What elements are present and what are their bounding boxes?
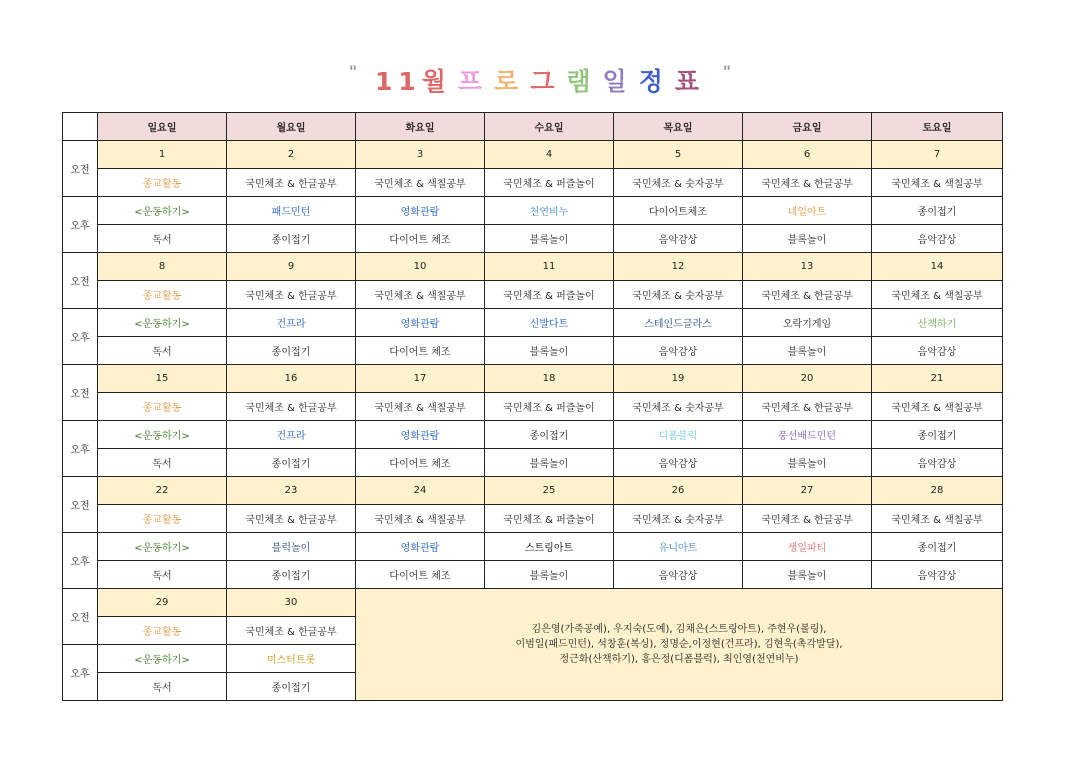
date-number: 1 <box>98 141 227 169</box>
title-close-quote: " <box>722 62 732 81</box>
period-label-am: 오전 <box>63 141 98 197</box>
activity-cell: 다이어트 체조 <box>356 337 485 365</box>
activity-cell: 독서 <box>98 337 227 365</box>
period-label-am: 오전 <box>63 477 98 533</box>
weekday-header: 월요일 <box>227 113 356 141</box>
activity-cell: 건프라 <box>227 309 356 337</box>
activity-cell: 국민체조 & 색칠공부 <box>872 505 1003 533</box>
title-char: 프 <box>457 67 489 96</box>
activity-cell: 국민체조 & 색칠공부 <box>356 169 485 197</box>
activity-cell: 영화관람 <box>356 197 485 225</box>
date-number: 13 <box>743 253 872 281</box>
title-char: 로 <box>494 67 525 96</box>
activity-cell: 오락기게임 <box>743 309 872 337</box>
pm-activity-row <box>63 337 1003 365</box>
am-activity-row <box>63 393 1003 421</box>
activity-cell: 국민체조 & 색칠공부 <box>872 281 1003 309</box>
activity-cell: 음악감상 <box>872 337 1003 365</box>
activity-cell: <운동하기> <box>98 645 227 673</box>
activity-cell: 블록놀이 <box>485 561 614 589</box>
date-number: 8 <box>98 253 227 281</box>
activity-cell: 독서 <box>98 561 227 589</box>
activity-cell: 국민체조 & 숫자공부 <box>614 169 743 197</box>
activity-cell: 풍선배드민턴 <box>743 421 872 449</box>
activity-cell: 다이어트 체조 <box>356 561 485 589</box>
activity-cell: 국민체조 & 색칠공부 <box>356 505 485 533</box>
period-label-pm: 오후 <box>63 309 98 365</box>
activity-cell: 종교활동 <box>98 505 227 533</box>
date-number: 2 <box>227 141 356 169</box>
date-number: 29 <box>98 589 227 617</box>
activity-cell: 국민체조 & 퍼즐놀이 <box>485 281 614 309</box>
weekday-header: 일요일 <box>98 113 227 141</box>
activity-cell: 종교활동 <box>98 393 227 421</box>
date-number: 10 <box>356 253 485 281</box>
date-number: 19 <box>614 365 743 393</box>
date-number: 5 <box>614 141 743 169</box>
date-number: 28 <box>872 477 1003 505</box>
weekday-header: 금요일 <box>743 113 872 141</box>
date-number: 23 <box>227 477 356 505</box>
activity-cell: 음악감상 <box>614 337 743 365</box>
activity-cell: 국민체조 & 색칠공부 <box>872 169 1003 197</box>
activity-cell: 독서 <box>98 673 227 701</box>
activity-cell: 영화관람 <box>356 421 485 449</box>
date-number: 22 <box>98 477 227 505</box>
title-char: 일 <box>602 67 633 96</box>
activity-cell: 국민체조 & 한글공부 <box>227 505 356 533</box>
activity-cell: 국민체조 & 퍼즐놀이 <box>485 169 614 197</box>
activity-cell: 국민체조 & 한글공부 <box>743 169 872 197</box>
activity-cell: 국민체조 & 퍼즐놀이 <box>485 393 614 421</box>
activity-cell: 음악감상 <box>872 561 1003 589</box>
weekday-header: 목요일 <box>614 113 743 141</box>
period-label-pm: 오후 <box>63 533 98 589</box>
activity-cell: 음악감상 <box>872 449 1003 477</box>
activity-cell: 국민체조 & 한글공부 <box>227 617 356 645</box>
activity-cell: 국민체조 & 숫자공부 <box>614 393 743 421</box>
title-char: 그 <box>530 67 561 96</box>
activity-cell: 블록놀이 <box>743 337 872 365</box>
date-number: 20 <box>743 365 872 393</box>
activity-cell: 미스터트롯 <box>227 645 356 673</box>
period-label-am: 오전 <box>63 253 98 309</box>
instructor-note <box>356 589 1003 701</box>
pm-activity-row <box>63 309 1003 337</box>
activity-cell: 국민체조 & 퍼즐놀이 <box>485 505 614 533</box>
activity-cell: 블록놀이 <box>485 449 614 477</box>
activity-cell: 다이어트 체조 <box>356 225 485 253</box>
activity-cell: 국민체조 & 색칠공부 <box>356 393 485 421</box>
activity-cell: 종이접기 <box>227 561 356 589</box>
title-open-quote: " <box>348 62 358 81</box>
activity-cell: 다이어트체조 <box>614 197 743 225</box>
page-title <box>0 62 1080 98</box>
pm-activity-row <box>63 197 1003 225</box>
activity-cell: 건프라 <box>227 421 356 449</box>
date-number: 30 <box>227 589 356 617</box>
activity-cell: 생일파티 <box>743 533 872 561</box>
activity-cell: 블록놀이 <box>485 337 614 365</box>
header-corner <box>63 113 98 141</box>
activity-cell: 국민체조 & 한글공부 <box>743 281 872 309</box>
weekday-header-row <box>63 113 1003 141</box>
date-number: 26 <box>614 477 743 505</box>
activity-cell: 국민체조 & 숫자공부 <box>614 281 743 309</box>
activity-cell: 종이접기 <box>227 673 356 701</box>
date-number: 17 <box>356 365 485 393</box>
title-char: 표 <box>674 67 706 96</box>
date-number: 12 <box>614 253 743 281</box>
activity-cell: 천연비누 <box>485 197 614 225</box>
title-char: 11월 <box>374 67 452 96</box>
period-label-am: 오전 <box>63 365 98 421</box>
activity-cell: 패드민턴 <box>227 197 356 225</box>
date-number: 21 <box>872 365 1003 393</box>
date-row <box>63 589 1003 617</box>
instructor-note-line: 정근화(산책하기), 홍은정(디폼블럭), 최인영(천연비누) <box>559 654 799 665</box>
activity-cell: 음악감상 <box>614 225 743 253</box>
date-number: 9 <box>227 253 356 281</box>
activity-cell: 국민체조 & 한글공부 <box>743 505 872 533</box>
period-label-pm: 오후 <box>63 421 98 477</box>
activity-cell: 국민체조 & 숫자공부 <box>614 505 743 533</box>
date-row <box>63 253 1003 281</box>
activity-cell: 종이접기 <box>872 533 1003 561</box>
activity-cell: 종이접기 <box>227 449 356 477</box>
period-label-pm: 오후 <box>63 197 98 253</box>
activity-cell: 영화관람 <box>356 533 485 561</box>
activity-cell: 블록놀이 <box>743 225 872 253</box>
activity-cell: 종이접기 <box>872 197 1003 225</box>
date-number: 16 <box>227 365 356 393</box>
date-number: 4 <box>485 141 614 169</box>
title-char: 정 <box>638 67 669 96</box>
activity-cell: 음악감상 <box>872 225 1003 253</box>
pm-activity-row <box>63 561 1003 589</box>
pm-activity-row <box>63 449 1003 477</box>
activity-cell: 국민체조 & 한글공부 <box>227 169 356 197</box>
activity-cell: 종교활동 <box>98 281 227 309</box>
activity-cell: 종교활동 <box>98 617 227 645</box>
am-activity-row <box>63 281 1003 309</box>
activity-cell: 네일아트 <box>743 197 872 225</box>
activity-cell: 국민체조 & 한글공부 <box>227 281 356 309</box>
date-number: 14 <box>872 253 1003 281</box>
schedule-table <box>62 112 1003 701</box>
date-number: 24 <box>356 477 485 505</box>
activity-cell: 블록놀이 <box>743 449 872 477</box>
activity-cell: 음악감상 <box>614 561 743 589</box>
activity-cell: 블럭놀이 <box>227 533 356 561</box>
activity-cell: 독서 <box>98 449 227 477</box>
weekday-header: 토요일 <box>872 113 1003 141</box>
date-number: 27 <box>743 477 872 505</box>
date-row <box>63 141 1003 169</box>
activity-cell: 국민체조 & 한글공부 <box>227 393 356 421</box>
activity-cell: 다이어트 체조 <box>356 449 485 477</box>
activity-cell: <운동하기> <box>98 533 227 561</box>
date-row <box>63 365 1003 393</box>
weekday-header: 화요일 <box>356 113 485 141</box>
title-char: 램 <box>566 67 597 96</box>
activity-cell: 블록놀이 <box>743 561 872 589</box>
weekday-header: 수요일 <box>485 113 614 141</box>
pm-activity-row <box>63 225 1003 253</box>
activity-cell: 스테인드글라스 <box>614 309 743 337</box>
date-number: 25 <box>485 477 614 505</box>
date-number: 7 <box>872 141 1003 169</box>
activity-cell: <운동하기> <box>98 421 227 449</box>
date-number: 11 <box>485 253 614 281</box>
instructor-note-line: 김은영(가죽공예), 우지숙(도예), 김채은(스트링아트), 주현우(볼링), <box>531 624 827 635</box>
activity-cell: 유니아트 <box>614 533 743 561</box>
activity-cell: 산책하기 <box>872 309 1003 337</box>
activity-cell: 스트링아트 <box>485 533 614 561</box>
date-number: 18 <box>485 365 614 393</box>
activity-cell: 디폼블럭 <box>614 421 743 449</box>
activity-cell: 종교활동 <box>98 169 227 197</box>
am-activity-row <box>63 169 1003 197</box>
date-number: 3 <box>356 141 485 169</box>
activity-cell: 국민체조 & 색칠공부 <box>872 393 1003 421</box>
period-label-pm: 오후 <box>63 645 98 701</box>
activity-cell: 음악감상 <box>614 449 743 477</box>
pm-activity-row <box>63 421 1003 449</box>
activity-cell: <운동하기> <box>98 197 227 225</box>
activity-cell: 국민체조 & 한글공부 <box>743 393 872 421</box>
instructor-note-line: 이범일(패드민턴), 석창훈(복싱), 정명순,이정현(건프라), 김현욱(촉각발달), <box>515 639 843 650</box>
activity-cell: 종이접기 <box>872 421 1003 449</box>
activity-cell: 종이접기 <box>227 225 356 253</box>
activity-cell: 신발다트 <box>485 309 614 337</box>
activity-cell: 블록놀이 <box>485 225 614 253</box>
pm-activity-row <box>63 533 1003 561</box>
period-label-am: 오전 <box>63 589 98 645</box>
activity-cell: 국민체조 & 색칠공부 <box>356 281 485 309</box>
activity-cell: 영화관람 <box>356 309 485 337</box>
date-number: 6 <box>743 141 872 169</box>
activity-cell: <운동하기> <box>98 309 227 337</box>
date-number: 15 <box>98 365 227 393</box>
am-activity-row <box>63 505 1003 533</box>
date-row <box>63 477 1003 505</box>
activity-cell: 종이접기 <box>485 421 614 449</box>
activity-cell: 종이접기 <box>227 337 356 365</box>
activity-cell: 독서 <box>98 225 227 253</box>
